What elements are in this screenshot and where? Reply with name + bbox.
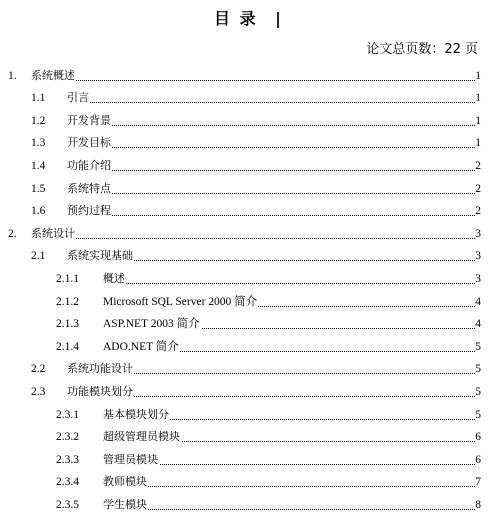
toc-entry[interactable] [0, 489, 497, 512]
document-title [0, 6, 497, 29]
toc-entry-label: 教师模块 [103, 475, 147, 489]
toc-entry[interactable] [0, 444, 497, 467]
toc-entry-number: 2.2 [31, 363, 46, 376]
toc-entry[interactable] [0, 105, 497, 128]
toc-entry-number: 2.1 [31, 250, 46, 263]
toc-entry-label: ASP.NET 2003 简介 [103, 318, 200, 331]
toc-entry-page: 7 [475, 476, 481, 489]
toc-entry-label: 学生模块 [103, 497, 147, 511]
toc-entry-number: 1. [8, 69, 17, 82]
toc-entry-number: 1.3 [31, 137, 46, 150]
total-page-count: 论文总页数：22 页 [366, 42, 478, 57]
toc-dot-leader [103, 508, 475, 510]
toc-entry-page: 3 [475, 250, 481, 263]
toc-dot-leader [67, 124, 475, 126]
toc-entry-label: 管理员模块 [103, 452, 158, 466]
toc-entry-page: 4 [475, 295, 481, 308]
toc-entry-page: 5 [475, 408, 481, 421]
toc-entry-number: 2.1.3 [56, 318, 79, 331]
toc-entry-page: 1 [475, 69, 481, 82]
toc-entry-label: 系统功能设计 [67, 362, 133, 376]
toc-entry[interactable] [0, 286, 497, 309]
toc-entry-label: 引言 [67, 91, 89, 105]
toc-entry-page: 5 [475, 340, 481, 353]
toc-dot-leader [67, 214, 475, 216]
toc-entry-number: 2.3.5 [56, 498, 79, 511]
toc-entry-page: 1 [475, 114, 481, 127]
toc-entry-number: 1.1 [31, 92, 46, 105]
toc-dot-leader [103, 485, 475, 487]
toc-entry[interactable] [0, 263, 497, 286]
toc-entry[interactable] [0, 399, 497, 422]
toc-entry-number: 2.3.4 [56, 476, 79, 489]
toc-entry[interactable] [0, 467, 497, 490]
table-of-contents [0, 60, 497, 512]
toc-entry-number: 1.2 [31, 114, 46, 127]
toc-entry-number: 2.3.1 [56, 408, 79, 421]
toc-entry-number: 1.6 [31, 205, 46, 218]
toc-entry-page: 1 [475, 92, 481, 105]
toc-entry-label: 超级管理员模块 [103, 430, 180, 444]
toc-entry[interactable] [0, 376, 497, 399]
toc-dot-leader [67, 101, 475, 103]
toc-entry-page: 2 [475, 159, 481, 172]
toc-entry-page: 6 [475, 431, 481, 444]
toc-entry[interactable] [0, 60, 497, 83]
toc-entry-page: 2 [475, 182, 481, 195]
toc-entry-page: 4 [475, 318, 481, 331]
toc-dot-leader [67, 169, 475, 171]
toc-entry[interactable] [0, 218, 497, 241]
toc-entry[interactable] [0, 354, 497, 377]
toc-entry-number: 2.3.3 [56, 453, 79, 466]
toc-entry[interactable] [0, 128, 497, 151]
toc-entry[interactable] [0, 241, 497, 264]
toc-entry[interactable] [0, 309, 497, 332]
toc-entry-label: 系统概述 [31, 68, 75, 82]
toc-entry-label: Microsoft SQL Server 2000 简介 [103, 295, 258, 308]
toc-entry-number: 1.4 [31, 159, 46, 172]
toc-entry-label: 功能介绍 [67, 158, 111, 172]
toc-entry-number: 1.5 [31, 182, 46, 195]
toc-entry-label: 功能模块划分 [67, 384, 133, 398]
toc-entry-page: 8 [475, 498, 481, 511]
toc-entry-number: 2.1.4 [56, 340, 79, 353]
toc-dot-leader [103, 282, 475, 284]
toc-entry-page: 5 [475, 385, 481, 398]
toc-dot-leader [67, 146, 475, 148]
toc-entry-page: 1 [475, 137, 481, 150]
toc-entry-number: 2.3.2 [56, 431, 79, 444]
toc-dot-leader [31, 79, 475, 81]
toc-entry-page: 2 [475, 205, 481, 218]
toc-entry[interactable] [0, 83, 497, 106]
toc-entry-label: 系统特点 [67, 181, 111, 195]
toc-entry-page: 5 [475, 363, 481, 376]
title-text: 目 录 [214, 9, 258, 28]
toc-entry-label: ADO.NET 简介 [103, 340, 179, 353]
toc-entry-label: 系统设计 [31, 226, 75, 240]
toc-entry-page: 3 [475, 227, 481, 240]
toc-entry-page: 6 [475, 453, 481, 466]
toc-entry-label: 开发目标 [67, 136, 111, 150]
toc-entry[interactable] [0, 196, 497, 219]
toc-entry-number: 2.1.2 [56, 295, 79, 308]
toc-entry-page: 3 [475, 272, 481, 285]
text-cursor: | [275, 9, 283, 28]
toc-entry-label: 预约过程 [67, 204, 111, 218]
toc-entry-label: 开发背景 [67, 113, 111, 127]
toc-entry[interactable] [0, 331, 497, 354]
toc-dot-leader [67, 192, 475, 194]
toc-entry[interactable] [0, 173, 497, 196]
toc-entry[interactable] [0, 422, 497, 445]
toc-entry-label: 概述 [103, 271, 125, 285]
toc-entry-label: 系统实现基础 [67, 249, 133, 263]
toc-entry[interactable] [0, 150, 497, 173]
toc-entry-number: 2.1.1 [56, 272, 79, 285]
toc-dot-leader [31, 237, 475, 239]
toc-entry-number: 2. [8, 227, 17, 240]
toc-entry-number: 2.3 [31, 385, 46, 398]
toc-entry-label: 基本模块划分 [103, 407, 169, 421]
